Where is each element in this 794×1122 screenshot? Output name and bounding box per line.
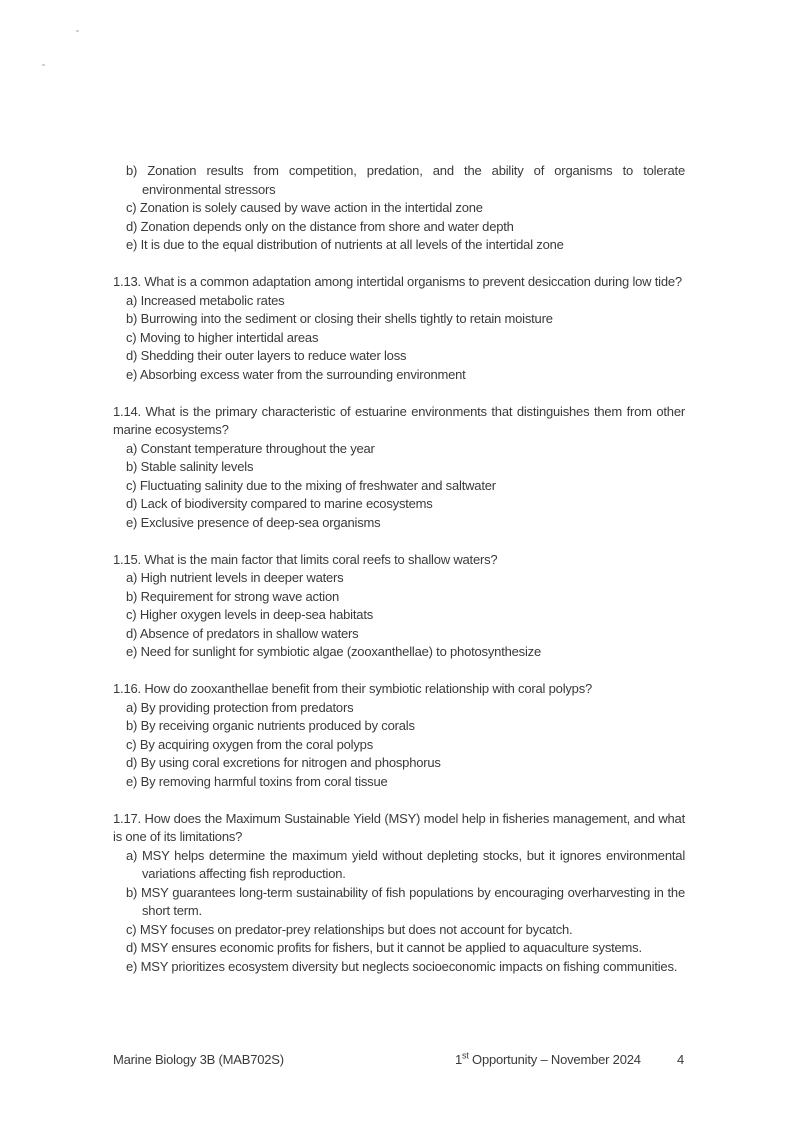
option-text: By acquiring oxygen from the coral polyps [139,736,374,752]
option-text: Burrowing into the sediment or closing their shells tightly to retain moisture [140,311,553,326]
option-text: Zonation depends only on the distance from shore and water depth [140,218,514,234]
option-text: Moving to higher intertidal areas [139,329,319,345]
footer-course-code: Marine Biology 3B (MAB702S) [113,1052,284,1067]
answer-option [113,458,685,477]
question-number: 1.17. [113,810,141,826]
option-label: c) [126,329,137,345]
footer-opportunity [455,1052,641,1067]
option-text: Increased metabolic rates [140,292,285,308]
option-label: c) [126,921,137,937]
question-1-17 [113,810,685,977]
option-label: c) [126,477,137,493]
option-label: d) [126,940,138,955]
answer-option [113,366,685,385]
option-label: d) [126,755,138,770]
question-1-13 [113,273,685,384]
option-label: d) [126,496,138,511]
option-label: e) [126,366,138,382]
option-label: b) [126,884,138,900]
answer-option [113,736,685,755]
option-text: MSY guarantees long-term sustainability of fish populations by encouraging overharvesting in the short term. [141,884,685,918]
option-label: e) [126,644,138,659]
option-text: Absorbing excess water from the surrounding environment [139,366,466,382]
option-label: e) [126,514,138,530]
option-label: a) [126,699,138,715]
answer-option [113,477,685,496]
option-text: MSY helps determine the maximum yield without depleting stocks, but it ignores environmental variations affecting fish reproduction. [142,847,686,881]
exam-body [113,162,685,976]
question-1-15 [113,551,685,662]
question-stem [113,403,685,440]
option-text: Absence of predators in shallow waters [139,625,359,641]
footer-opportunity-number: 1 [455,1052,463,1067]
option-label: c) [126,736,137,752]
option-label: b) [126,718,138,733]
footer-opportunity-ordinal: st [462,1050,469,1061]
answer-option [113,347,685,366]
answer-option [113,310,685,329]
answer-option [113,643,685,662]
option-text: Lack of biodiversity compared to marine ecosystems [140,496,433,511]
question-stem [113,810,685,847]
option-label: c) [126,200,137,215]
option-text: Higher oxygen levels in deep-sea habitats [139,607,374,622]
option-label: b) [126,588,138,604]
answer-option [113,514,685,533]
option-text: Fluctuating salinity due to the mixing of freshwater and saltwater [139,477,496,493]
option-text: By providing protection from predators [140,699,354,715]
option-label: a) [126,440,138,456]
option-text: Requirement for strong wave action [140,588,340,604]
option-label: a) [126,292,138,308]
option-text: By receiving organic nutrients produced by corals [140,718,415,733]
answer-option [113,921,685,940]
answer-option [113,773,685,792]
option-text: By removing harmful toxins from coral tissue [140,773,388,789]
question-number: 1.14. [113,403,141,419]
option-label: e) [126,773,138,789]
answer-option [113,958,685,977]
answer-option [113,329,685,348]
option-text: High nutrient levels in deeper waters [140,570,344,585]
question-1-12-options [113,162,685,255]
scan-artifact [42,64,45,66]
question-text: How do zooxanthellae benefit from their symbiotic relationship with coral polyps? [144,681,593,696]
answer-option [113,717,685,736]
option-text: Zonation results from competition, predation, and the ability of organisms to tolerate environmental stressors [142,163,685,197]
answer-option [113,588,685,607]
answer-option [113,162,685,199]
answer-option [113,699,685,718]
answer-option [113,939,685,958]
option-label: d) [126,348,138,363]
option-text: Stable salinity levels [140,459,254,474]
option-text: By using coral excretions for nitrogen and phosphorus [140,755,441,770]
option-text: Need for sunlight for symbiotic algae (zooxanthellae) to photosynthesize [140,644,541,659]
option-text: Exclusive presence of deep-sea organisms [140,514,381,530]
question-1-14 [113,403,685,533]
option-label: d) [126,625,138,641]
option-label: e) [126,958,138,974]
option-text: MSY focuses on predator-prey relationships but does not account for bycatch. [139,921,573,937]
question-stem [113,680,685,699]
answer-option [113,847,685,884]
scan-artifact [76,30,79,32]
option-text: MSY prioritizes ecosystem diversity but neglects socioeconomic impacts on fishing communities. [140,958,678,974]
footer-opportunity-text: Opportunity – November 2024 [468,1052,641,1067]
option-label: a) [126,847,138,863]
option-label: c) [126,607,137,622]
answer-option [113,199,685,218]
option-label: b) [126,311,138,326]
question-number: 1.16. [113,681,141,696]
option-text: Zonation is solely caused by wave action in the intertidal zone [139,200,483,215]
option-text: Constant temperature throughout the year [140,440,375,456]
question-text: What is the primary characteristic of estuarine environments that distinguishes them from other marine ecosystems? [113,403,685,437]
answer-option [113,754,685,773]
option-text: It is due to the equal distribution of nutrients at all levels of the intertidal zone [140,237,564,252]
answer-option [113,218,685,237]
question-number: 1.13. [113,274,141,289]
option-label: e) [126,237,138,252]
answer-option [113,292,685,311]
answer-option [113,236,685,255]
question-stem [113,273,685,292]
footer-page-number: 4 [677,1052,685,1067]
answer-option [113,495,685,514]
option-label: b) [126,459,138,474]
question-1-16 [113,680,685,791]
option-label: d) [126,218,138,234]
question-stem [113,551,685,570]
answer-option [113,440,685,459]
answer-option [113,569,685,588]
answer-option [113,606,685,625]
answer-option [113,884,685,921]
question-text: How does the Maximum Sustainable Yield (MSY) model help in fisheries management, and what is one of its limitations? [113,810,685,844]
option-label: b) [126,163,138,178]
question-text: What is the main factor that limits coral reefs to shallow waters? [144,551,498,567]
question-number: 1.15. [113,551,141,567]
question-text: What is a common adaptation among intertidal organisms to prevent desiccation during low tide? [144,274,682,289]
answer-option [113,625,685,644]
option-text: Shedding their outer layers to reduce water loss [140,348,407,363]
option-label: a) [126,570,138,585]
option-text: MSY ensures economic profits for fishers, but it cannot be applied to aquaculture systems. [140,940,642,955]
